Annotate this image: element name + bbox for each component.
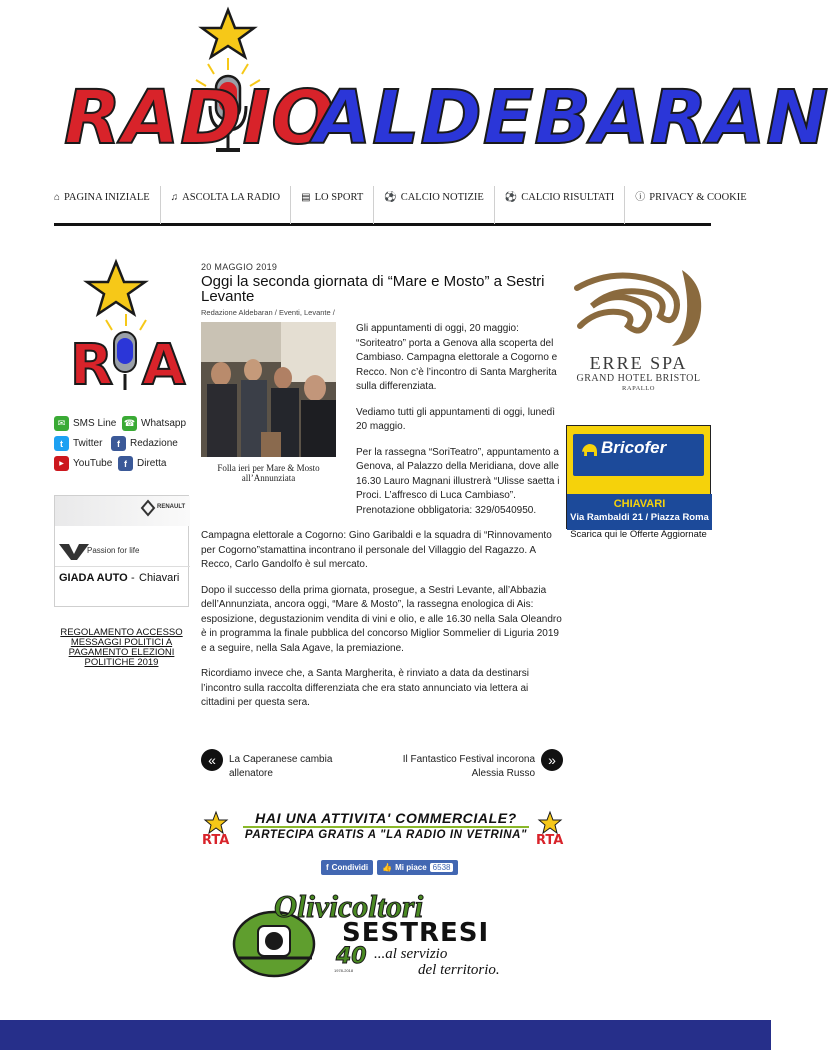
nav-football-results[interactable] [495,186,625,224]
rta-mini-logo-icon [535,811,565,847]
nav-label: ASCOLTA LA RADIO [182,192,281,203]
facebook-redazione-link[interactable] [111,436,178,451]
ad-photo [55,496,190,526]
article-photo[interactable] [201,322,336,457]
newspaper-icon: ▤ [301,192,311,203]
bricofer-city: CHIAVARI [613,498,666,510]
site-logo[interactable] [58,6,829,171]
wave-logo-icon [572,266,707,351]
nav-listen-radio[interactable] [161,186,291,224]
chevron-right-icon: » [548,752,556,768]
renault-tagline: Passion for life [87,546,140,555]
bricofer-tagline: Tra il dire e il fare. [603,466,676,476]
paragraph: Gli appuntamenti di oggi, 20 maggio: “Soriteatro” porta a Genova alla scoperta del Cambiaso. Campagna elettorale a Cogorno e Recco. Non c’è l’incontro di Santa Margherita sulla differenziata. [356,323,558,392]
rta-logo[interactable] [64,256,184,401]
radio-in-vetrina-banner[interactable] [201,807,567,857]
olivi-slogan1: ...al servizio [374,946,448,962]
article [201,262,563,708]
olivi-line2: SESTRESI [342,918,490,948]
next-post-link[interactable]: Il Fantastico Festival incorona Alessia Russo [402,754,535,779]
music-icon: ♫ [170,192,179,203]
paragraph: Vediamo tutti gli appuntamenti di oggi, lunedì 20 maggio. [356,406,556,432]
sms-line-link[interactable] [54,416,116,431]
rta-mini-logo-icon [201,811,231,847]
logo-word-radio: RADIO [64,75,336,161]
share-buttons [321,860,458,875]
facebook-icon: f [111,436,126,451]
social-label: SMS Line [73,418,117,429]
paragraph: Per la rassegna “SoriTeatro”, appuntamento a Genova, al Palazzo della Meridiana, dove alle 16.30 Lauro Magnani illustrerà “Ulisse saetta i Proci. L’affresco di Luca Cambiaso”. Prenotazione obbligatoria: 329/0540950. [356,446,560,516]
facebook-icon: f [118,456,133,471]
bricofer-name: Bricofer [601,438,667,457]
whatsapp-icon: ☎ [122,416,137,431]
dealer-name: GIADA AUTO [59,572,128,584]
erre-city: RAPALLO [622,385,655,392]
chevron-left-icon: « [208,752,216,768]
logo-word-aldebaran: ALDEBARAN [314,75,829,161]
erre-subtitle: GRAND HOTEL BRISTOL [576,373,701,384]
nav-football-news[interactable] [374,186,495,224]
prev-post-link[interactable]: La Caperanese cambia allenatore [229,754,333,779]
divider [55,566,190,567]
vetrina-underline [243,826,529,828]
olivicoltori-sestresi-ad[interactable] [232,888,530,980]
nav-label: LO SPORT [314,192,364,203]
paragraph: Dopo il successo della prima giornata, prosegue, a Sestri Levante, all’Abbazia dell’Annunziata, ancora oggi, “Mare & Mosto”, la rassegna enologica di Ais: esposizione, degustazionim vendita di vini e olio, e alle 16.30 nella Sala Oleandro è in programma la finale pubblica del concorso Miglior Sommelier di Liguria 2019 e a seguire, nella Sala Agave, la premiazione. [201,584,562,654]
svg-text:RTA: RTA [536,833,564,848]
svg-text:R: R [70,333,114,398]
prev-post-button[interactable] [201,749,223,771]
twitter-link[interactable] [54,436,102,451]
facebook-icon: f [326,863,329,872]
svg-text:RTA: RTA [202,833,230,848]
home-icon: ⌂ [54,192,61,203]
like-label: Mi piace [395,863,427,872]
like-count: 6538 [430,863,454,872]
info-icon: ⓘ [635,192,646,203]
facebook-share-button[interactable] [321,860,373,875]
bricofer-address: Via Rambaldi 21 / Piazza Roma [570,512,709,523]
facebook-like-button[interactable] [377,860,458,875]
footer-bar [0,1020,771,1050]
whatsapp-link[interactable] [122,416,186,431]
social-label: Diretta [137,458,167,469]
social-label: YouTube [73,458,113,469]
article-byline[interactable]: Redazione Aldebaran / Eventi, Levante / [201,308,335,317]
olivi-slogan2: del territorio. [418,962,500,978]
erre-name: ERRE SPA [589,353,688,373]
elephant-icon [579,440,599,460]
article-date: 20 MAGGIO 2019 [201,262,278,272]
twitter-icon: t [54,436,69,451]
crowd-photo [201,322,336,457]
photo-caption: Folla ieri per Mare & Mosto all’Annunziata [217,463,320,483]
scarica-offerte-link[interactable]: Scarica qui le Offerte Aggiornate [570,529,707,540]
nav-label: PAGINA INIZIALE [64,192,150,203]
olivi-line1: Olivicoltori [274,888,424,924]
next-post-button[interactable] [541,749,563,771]
paragraph: Ricordiamo invece che, a Santa Margherita, è rinviato a data da destinarsi l’incontro sulla raccolta differenziata che era stato annunciato via lettera ai cittadini per questa sera. [201,668,529,708]
article-title: Oggi la seconda giornata di “Mare e Mosto” a Sestri Levante [201,273,545,305]
nav-home[interactable] [54,186,161,224]
nav-sport[interactable] [291,186,374,224]
thumbs-up-icon: 👍 [382,863,393,872]
nav-privacy[interactable] [625,186,756,224]
bricofer-ad[interactable] [566,425,711,529]
youtube-icon: ▶ [54,456,69,471]
social-label: Twitter [73,438,103,449]
football-icon: ⚽ [384,192,397,203]
nav-label: CALCIO NOTIZIE [400,192,484,203]
vetrina-line1: HAI UNA ATTIVITA' COMMERCIALE? [255,810,517,826]
share-label: Condividi [331,863,369,872]
main-nav [54,186,747,226]
renault-brand: RENAULT [157,504,186,510]
dealer-city: Chiavari [139,572,180,584]
renault-chevron-icon [59,544,89,560]
svg-text:A: A [142,333,186,398]
nav-label: PRIVACY & COOKIE [649,192,747,203]
youtube-link[interactable] [54,456,112,471]
post-navigation [201,749,563,783]
renault-logo-icon [141,500,155,516]
nav-label: CALCIO RISULTATI [521,192,615,203]
paragraph: Campagna elettorale a Cogorno: Gino Garibaldi e la squadra di “Rinnovamento per Cogorno”stamattina incontrano il personale del Villaggio del Ragazzo. A Recco, Carlo Gandolfo è sul mercato. [201,530,552,570]
renault-ad-banner[interactable] [54,495,189,607]
facebook-diretta-link[interactable] [118,456,166,471]
rta-star-icon [64,256,184,401]
dealer-separator: - [131,572,135,584]
football-icon: ⚽ [504,192,518,203]
erre-spa-ad[interactable] [566,266,711,396]
vetrina-line2: PARTECIPA GRATIS A "LA RADIO IN VETRINA" [244,829,528,841]
social-label: Whatsapp [141,418,187,429]
olivi-anniversary: 40 [336,944,367,969]
sms-icon: ✉ [54,416,69,431]
regolamento-link[interactable]: REGOLAMENTO ACCESSO MESSAGGI POLITICI A PAGAMENTO ELEZIONI POLITICHE 2019 [60,627,183,668]
social-label: Redazione [130,438,178,449]
olivi-years: 1978-2018 [334,968,354,973]
